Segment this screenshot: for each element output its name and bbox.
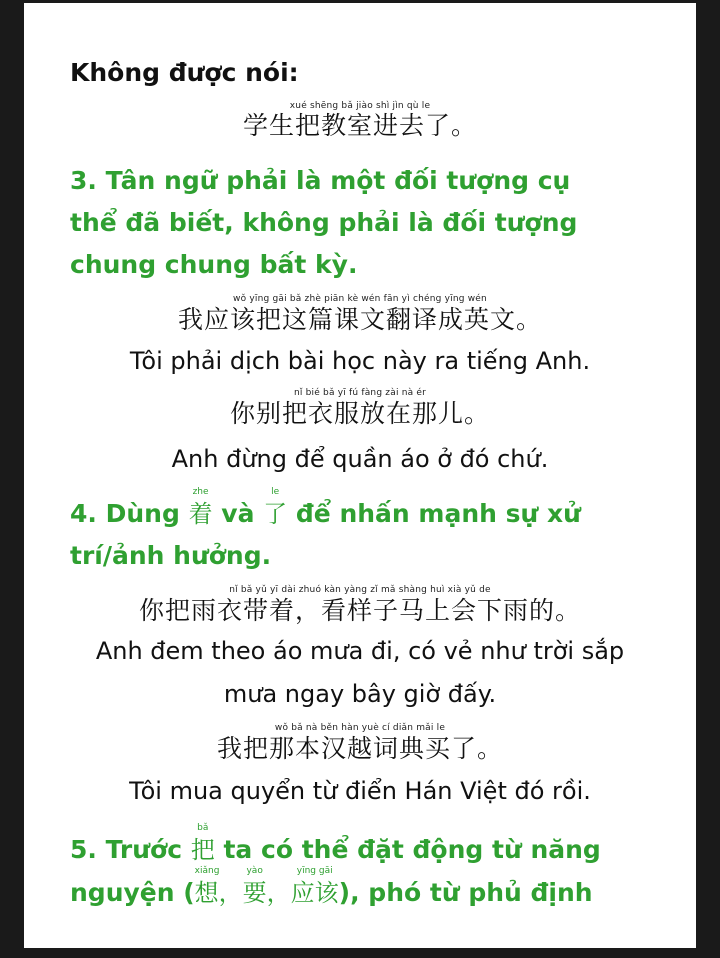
rule-3-line-3: chung chung bất kỳ. (70, 250, 358, 279)
rule-4-char-zhe: zhe 着 (188, 487, 213, 528)
example-4-hanzi: 你把雨衣带着，看样子马上会下雨的。 (138, 596, 581, 625)
example-4-pinyin: nǐ bǎ yǔ yī dài zhuó kàn yàng zǐ mǎ shàng huì xià yǔ de (229, 585, 491, 595)
example-4-translation-line-2: mưa ngay bây giờ đấy. (223, 680, 497, 708)
rule-5-char-yinggai-pinyin: yīng gāi (296, 866, 333, 876)
example-4-translation-line-1: Anh đem theo áo mưa đi, có vẻ như trời sắp (95, 637, 625, 665)
rule-5-char-yao: yào 要 (242, 866, 267, 907)
rule-5-char-xiang: xiǎng 想 (194, 866, 220, 907)
example-5-translation: Tôi mua quyển từ điển Hán Việt đó rồi. (129, 777, 591, 805)
example-3-hanzi: 你别把衣服放在那儿。 (229, 399, 490, 428)
rule-4-line-2: trí/ảnh hưởng. (70, 541, 272, 570)
rule-5-char-yinggai: yīng gāi 应该 (290, 866, 339, 907)
example-1-hanzi: 学生把教室进去了。 (242, 111, 477, 140)
example-5-pinyin: wǒ bǎ nà běn hàn yuè cí diǎn mǎi le (274, 723, 446, 733)
example-3-translation: Anh đừng để quần áo ở đó chứ. (171, 445, 549, 473)
rule-4-char-le-pinyin: le (271, 487, 280, 497)
rule-4-and: và (221, 499, 255, 528)
document-page (24, 3, 696, 948)
rule-5-line-2-start: nguyện ( (70, 878, 195, 907)
rule-5-char-xiang-pinyin: xiǎng (194, 866, 220, 876)
example-1-pinyin: xué shēng bǎ jiào shì jìn qù le (289, 101, 431, 111)
rule-5-line-2-end: ), phó từ phủ định (338, 878, 593, 907)
rule-5-comma-1: ， (218, 879, 243, 907)
example-2-pinyin: wǒ yīng gāi bǎ zhè piān kè wén fān yì chéng yīng wén (233, 294, 487, 304)
example-2-hanzi: 我应该把这篇课文翻译成英文。 (177, 305, 542, 334)
rule-3-line-1: 3. Tân ngữ phải là một đối tượng cụ (70, 166, 571, 195)
example-5-hanzi: 我把那本汉越词典买了。 (216, 734, 503, 763)
rule-4-char-le: le 了 (263, 487, 288, 528)
rule-4-char-zhe-pinyin: zhe (192, 487, 209, 497)
rule-3-line-2: thể đã biết, không phải là đối tượng (70, 208, 578, 237)
example-3-pinyin: nǐ bié bǎ yī fú fàng zài nà ér (293, 388, 427, 398)
rule-5-line-1 (70, 823, 670, 865)
rule-5-char-ba-pinyin: bǎ (197, 823, 209, 833)
rule-4-end: để nhấn mạnh sự xử (295, 499, 581, 528)
rule-4-line-1 (70, 487, 670, 529)
rule-5-line-2 (70, 866, 670, 908)
rule-5-comma-2: ， (266, 879, 291, 907)
rule-5-number: 5. Trước (70, 835, 183, 864)
rule-5-char-ba: bǎ 把 (190, 823, 215, 864)
rule-5-char-yao-pinyin: yào (246, 866, 263, 876)
example-2-translation: Tôi phải dịch bài học này ra tiếng Anh. (129, 347, 591, 375)
rule-5-rest: ta có thể đặt động từ năng (223, 835, 601, 864)
rule-4-number: 4. Dùng (70, 499, 180, 528)
section-heading: Không được nói: (70, 58, 299, 87)
